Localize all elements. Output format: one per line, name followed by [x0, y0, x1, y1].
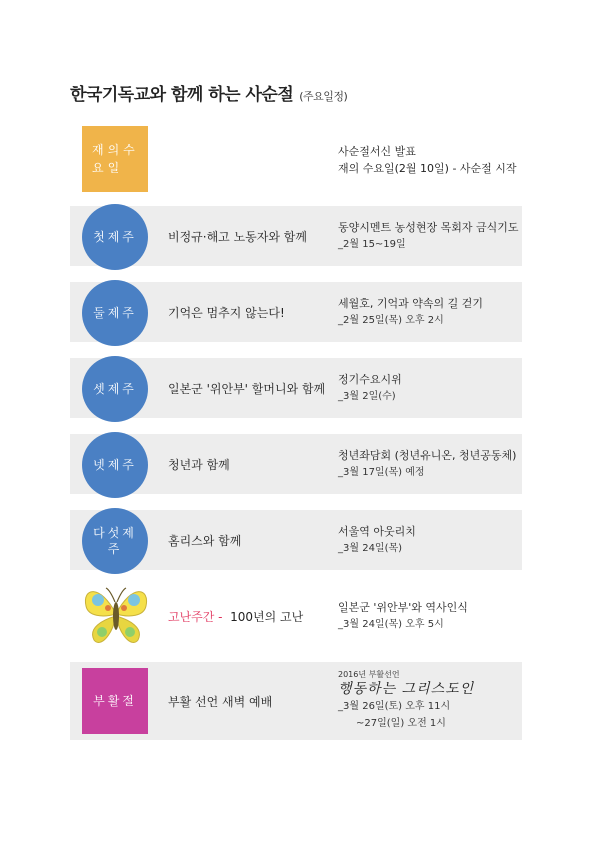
- detail-line-1: 정기수요시위: [338, 373, 402, 386]
- detail-line-2: _3월 2일(수): [338, 391, 396, 402]
- page-title: [70, 80, 347, 105]
- badge-label: 부활절: [93, 694, 137, 708]
- schedule-row-week-3: [70, 358, 522, 418]
- badge-week-3: [82, 356, 148, 422]
- schedule-row-week-2: [70, 282, 522, 342]
- detail-handwritten-title: 행동하는 그리스도인: [338, 681, 475, 697]
- detail-line-1: 청년좌담회 (청년유니온, 청년공동체): [338, 449, 517, 462]
- badge-ash-wednesday: [82, 126, 148, 192]
- schedule-theme: 비정규·해고 노동자와 함께: [168, 229, 307, 244]
- butterfly-illustration: [80, 578, 152, 650]
- detail-line-1: 동양시멘트 농성현장 목회자 금식기도: [338, 221, 519, 234]
- title-sub: (주요일정): [299, 90, 348, 103]
- detail-line-1: 일본군 '위안부'와 역사인식: [338, 601, 468, 614]
- badge-easter: [82, 668, 148, 734]
- badge-label: 둘제주: [93, 306, 137, 320]
- schedule-theme: 부활 선언 새벽 예배: [168, 694, 273, 709]
- badge-week-2: [82, 280, 148, 346]
- detail-line-1: 사순절서신 발표: [338, 145, 416, 158]
- theme-text: 100년의 고난: [230, 609, 304, 624]
- detail-line-2: _3월 17일(목) 예정: [338, 467, 425, 478]
- detail-line-2: _3월 24일(목): [338, 543, 403, 554]
- detail-line-1: 세월호, 기억과 약속의 길 걷기: [338, 297, 483, 310]
- detail-line-2: _2월 15~19일: [338, 239, 406, 250]
- schedule-detail: [338, 282, 483, 342]
- schedule-row-holy-week: [70, 586, 522, 646]
- badge-label: 셋제주: [93, 382, 137, 396]
- detail-line-3: ~27일(일) 오전 1시: [356, 718, 446, 729]
- schedule-detail: [338, 358, 402, 418]
- detail-caption: 2016년 부활선언: [338, 670, 400, 679]
- badge-label: 다섯제주: [93, 526, 137, 556]
- schedule-row-week-1: [70, 206, 522, 266]
- butterfly-icon: [80, 578, 152, 650]
- schedule-detail: [338, 510, 416, 570]
- schedule-detail: [338, 130, 517, 190]
- detail-line-2: _3월 26일(토) 오후 11시: [338, 701, 451, 712]
- schedule-row-easter: [70, 662, 522, 740]
- badge-week-5: [82, 508, 148, 574]
- schedule-detail: [338, 434, 516, 494]
- schedule-theme: 홈리스와 함께: [168, 533, 242, 548]
- detail-line-2: _3월 24일(목) 오후 5시: [338, 619, 444, 630]
- schedule-detail: [338, 586, 468, 646]
- detail-line-2: 재의 수요일(2월 10일) - 사순절 시작: [338, 162, 517, 175]
- detail-line-1: 서울역 아웃리치: [338, 525, 416, 538]
- badge-label: 넷제주: [93, 458, 137, 472]
- schedule-list: [70, 130, 522, 756]
- schedule-row-week-5: [70, 510, 522, 570]
- schedule-theme: [168, 586, 303, 646]
- badge-week-1: [82, 204, 148, 270]
- theme-accent: 고난주간 -: [168, 609, 223, 624]
- schedule-theme: 청년과 함께: [168, 457, 230, 472]
- badge-label: 첫제주: [93, 230, 137, 244]
- schedule-row-ash-wednesday: [70, 130, 522, 190]
- badge-label: 재의수요일: [92, 143, 139, 175]
- schedule-detail: [338, 662, 474, 740]
- badge-week-4: [82, 432, 148, 498]
- schedule-detail: [338, 206, 519, 266]
- schedule-theme: 기억은 멈추지 않는다!: [168, 305, 285, 320]
- title-main: 한국기독교와 함께 하는 사순절: [70, 85, 294, 105]
- schedule-theme: 일본군 '위안부' 할머니와 함께: [168, 381, 326, 396]
- schedule-row-week-4: [70, 434, 522, 494]
- detail-line-2: _2월 25일(목) 오후 2시: [338, 315, 444, 326]
